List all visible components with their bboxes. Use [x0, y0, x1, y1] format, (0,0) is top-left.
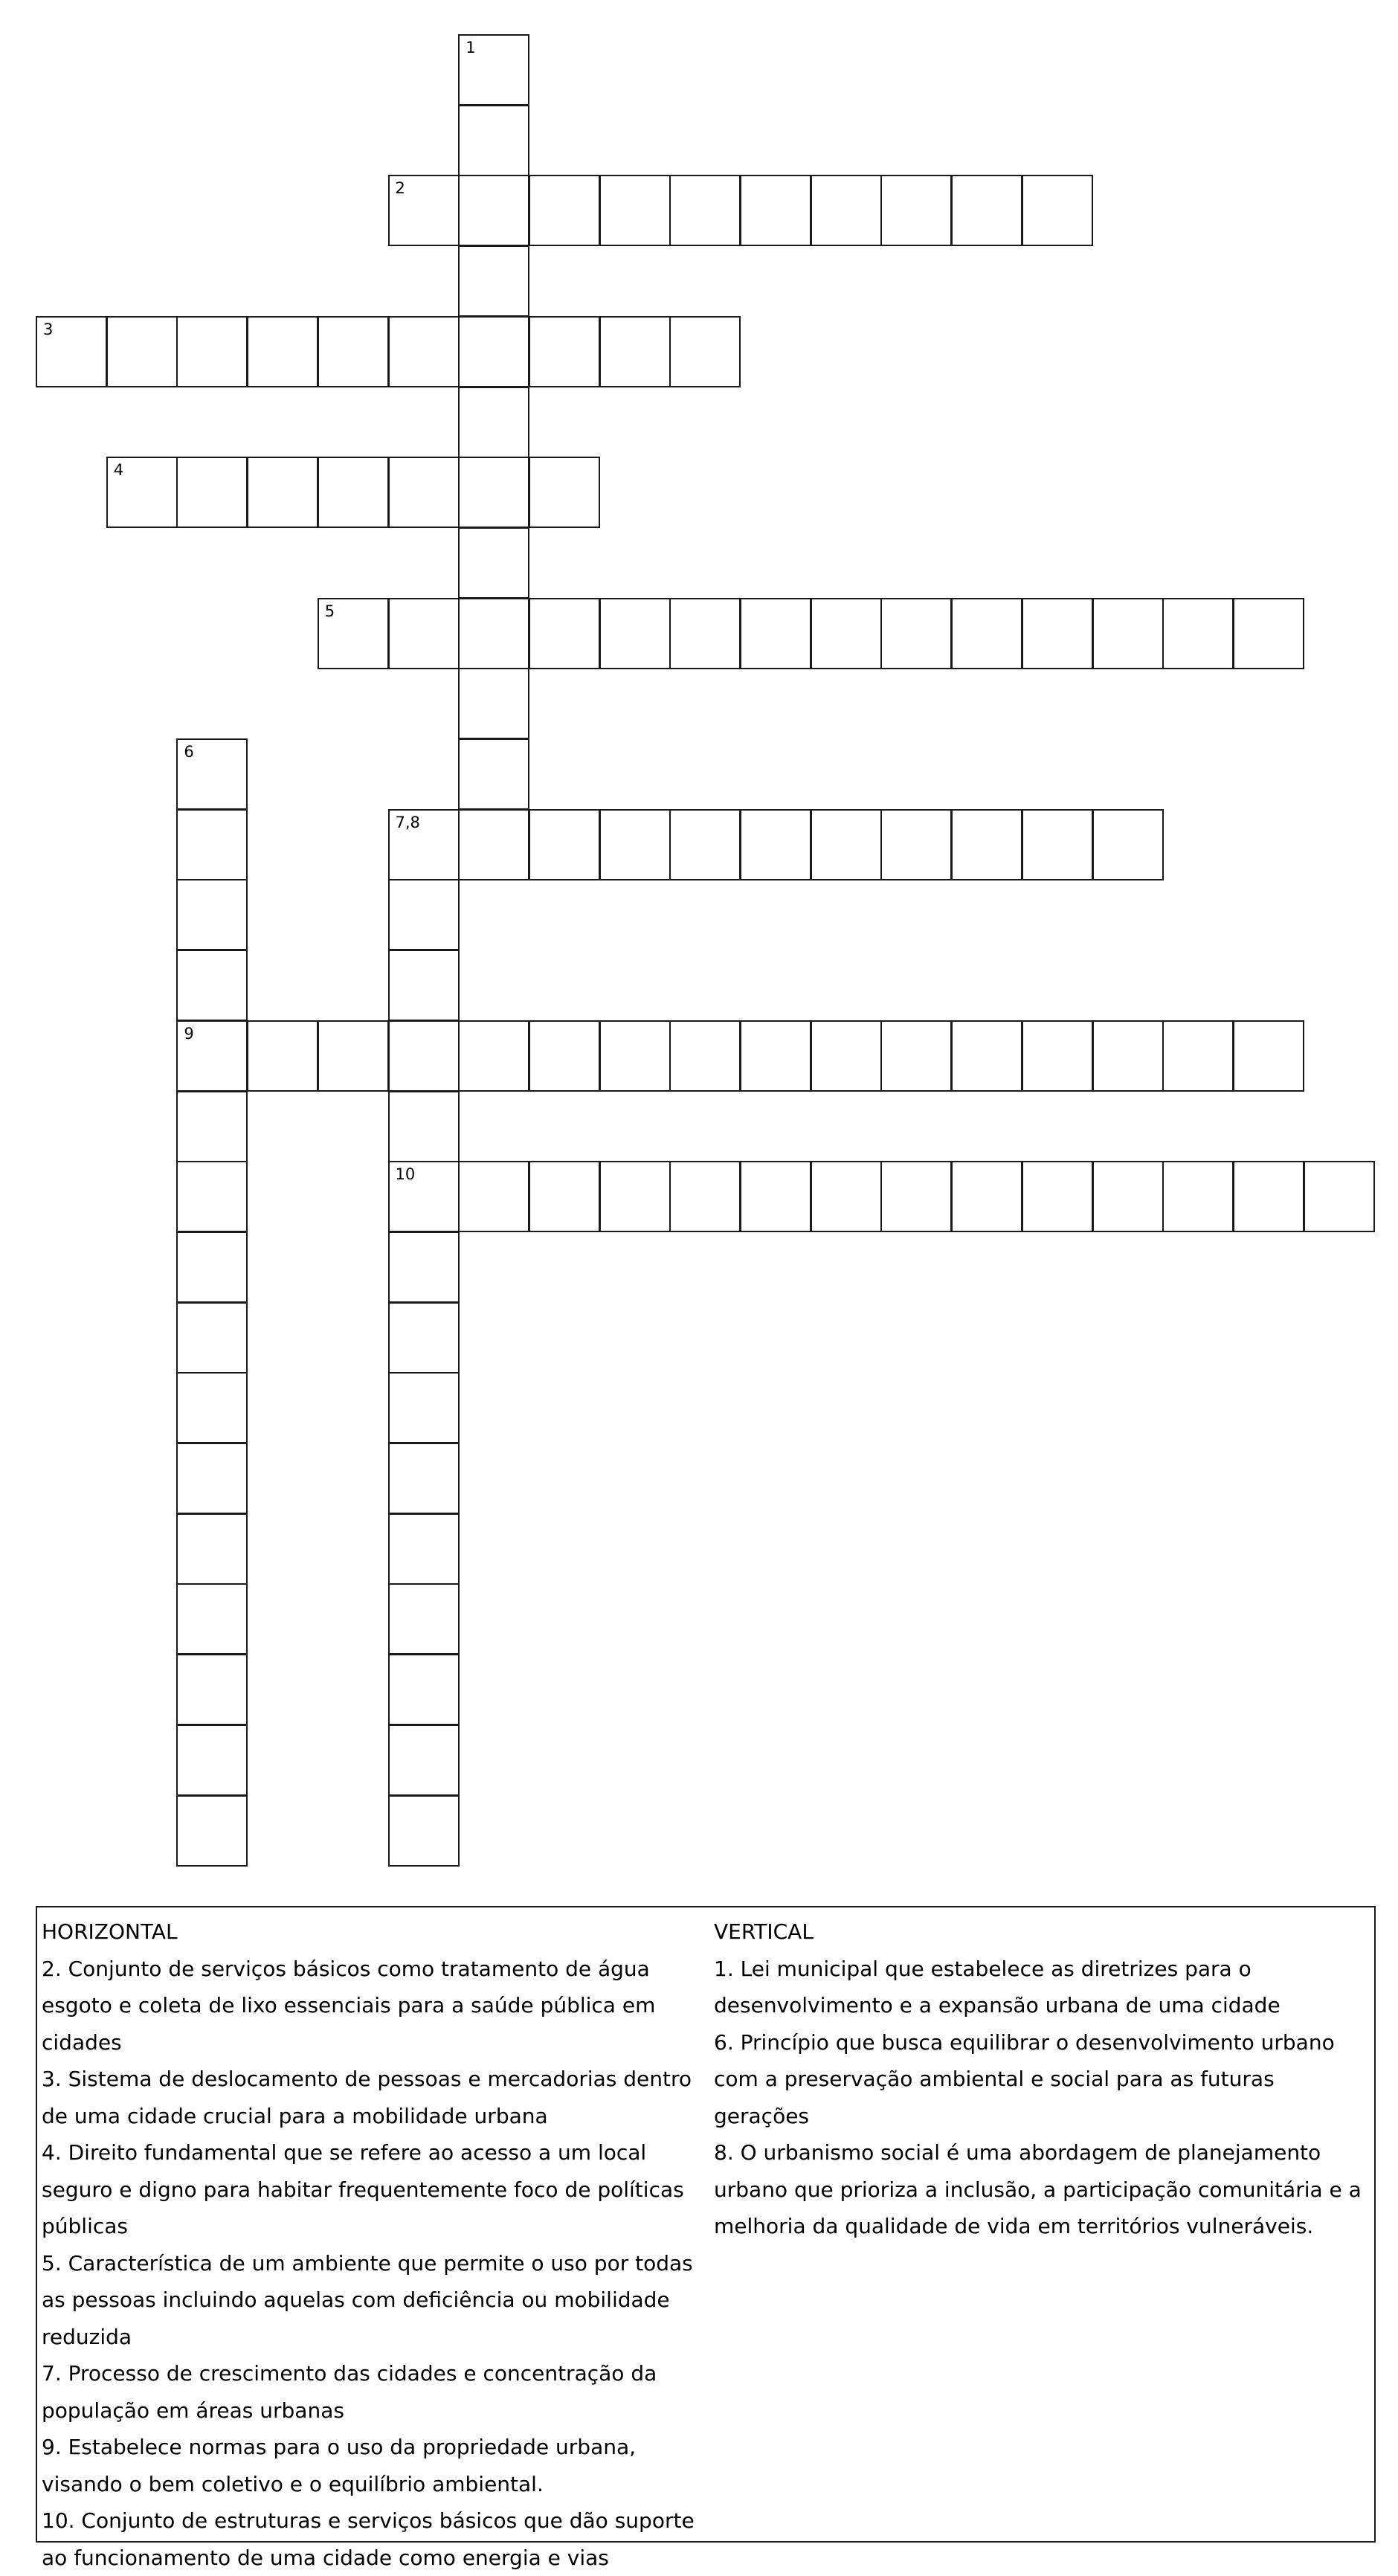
grid-cell[interactable]	[388, 1443, 460, 1514]
grid-cell[interactable]	[176, 1583, 248, 1655]
grid-cell[interactable]	[811, 598, 882, 669]
grid-cell[interactable]	[106, 457, 178, 528]
grid-cell[interactable]	[106, 316, 178, 387]
grid-cell[interactable]	[176, 1161, 248, 1232]
grid-cell[interactable]	[388, 1161, 460, 1232]
grid-cell[interactable]	[529, 1020, 600, 1092]
grid-cell[interactable]	[458, 316, 529, 387]
grid-cell[interactable]	[388, 1302, 460, 1374]
grid-cell[interactable]	[529, 598, 600, 669]
grid-cell[interactable]	[176, 1725, 248, 1796]
grid-cell[interactable]	[176, 316, 248, 387]
grid-cell[interactable]	[458, 1020, 529, 1092]
grid-cell[interactable]	[1233, 1161, 1304, 1232]
grid-cell[interactable]	[529, 809, 600, 880]
horizontal-clue-3: 3. Sistema de deslocamento de pessoas e mercadorias dentro de uma cidade crucial para a mobilidade urbana	[42, 2067, 692, 2128]
grid-cell[interactable]	[176, 1795, 248, 1867]
grid-cell[interactable]	[880, 1020, 952, 1092]
grid-cell[interactable]	[880, 175, 952, 246]
grid-cell[interactable]	[740, 809, 811, 880]
grid-cell[interactable]	[811, 175, 882, 246]
grid-cell[interactable]	[740, 598, 811, 669]
grid-cell[interactable]	[318, 598, 389, 669]
grid-cell[interactable]	[740, 1020, 811, 1092]
horizontal-clue-2: 2. Conjunto de serviços básicos como tratamento de água esgoto e coleta de lixo essenciais para a saúde pública em cidades	[42, 1956, 656, 2055]
grid-cell[interactable]	[740, 1161, 811, 1232]
grid-cell[interactable]	[951, 598, 1022, 669]
grid-cell[interactable]	[880, 598, 952, 669]
horizontal-clues-column	[42, 1913, 705, 2576]
grid-cell[interactable]	[176, 879, 248, 950]
grid-cell[interactable]	[388, 809, 460, 880]
grid-cell[interactable]	[1022, 1020, 1093, 1092]
vertical-clue-8: 8. O urbanismo social é uma abordagem de planejamento urbano que prioriza a inclusão, a participação comunitária e a melhoria da qualidade de vida em territórios vulneráveis.	[714, 2140, 1362, 2238]
clue-number: 1	[466, 39, 476, 57]
grid-cell[interactable]	[529, 316, 600, 387]
clue-number: 4	[113, 461, 124, 480]
grid-cell[interactable]	[811, 1020, 882, 1092]
grid-cell[interactable]	[176, 457, 248, 528]
clues-box	[36, 1906, 1376, 2570]
grid-cell[interactable]	[811, 809, 882, 880]
grid-cell[interactable]	[318, 316, 389, 387]
grid-cell[interactable]	[388, 1020, 460, 1092]
grid-cell[interactable]	[388, 1091, 460, 1162]
grid-cell[interactable]	[176, 738, 248, 810]
grid-cell[interactable]	[388, 598, 460, 669]
grid-cell[interactable]	[388, 1725, 460, 1796]
clue-number: 10	[395, 1165, 416, 1184]
grid-cell[interactable]	[388, 457, 460, 528]
grid-cell[interactable]	[247, 1020, 318, 1092]
grid-cell[interactable]	[458, 34, 529, 106]
grid-cell[interactable]	[599, 1020, 671, 1092]
grid-cell[interactable]	[880, 1161, 952, 1232]
vertical-clue-6: 6. Princípio que busca equilibrar o desenvolvimento urbano com a preservação ambiental e social para as futuras gerações	[714, 2029, 1335, 2128]
grid-cell[interactable]	[458, 1161, 529, 1232]
grid-cell[interactable]	[1162, 598, 1234, 669]
grid-cell[interactable]	[388, 1583, 460, 1655]
grid-cell[interactable]	[458, 387, 529, 458]
grid-cell[interactable]	[1022, 1161, 1093, 1232]
horizontal-clue-10: 10. Conjunto de estruturas e serviços básicos que dão suporte ao funcionamento de uma cidade como energia e vias	[42, 2508, 695, 2570]
grid-cell[interactable]	[1092, 1020, 1164, 1092]
grid-cell[interactable]	[951, 1020, 1022, 1092]
grid-cell[interactable]	[458, 245, 529, 317]
grid-cell[interactable]	[1162, 1161, 1234, 1232]
clue-number: 3	[43, 320, 54, 338]
grid-cell[interactable]	[458, 809, 529, 880]
grid-cell[interactable]	[529, 457, 600, 528]
grid-cell[interactable]	[880, 809, 952, 880]
horizontal-clue-5: 5. Característica de um ambiente que permite o uso por todas as pessoas incluindo aquelas com deficiência ou mobilidade reduzida	[42, 2250, 693, 2349]
grid-cell[interactable]	[247, 316, 318, 387]
grid-cell[interactable]	[529, 175, 600, 246]
grid-cell[interactable]	[951, 175, 1022, 246]
grid-cell[interactable]	[1233, 598, 1304, 669]
vertical-clues-title: VERTICAL	[714, 1919, 814, 1944]
grid-cell[interactable]	[247, 457, 318, 528]
grid-cell[interactable]	[176, 1372, 248, 1443]
grid-cell[interactable]	[669, 809, 741, 880]
grid-cell[interactable]	[176, 1302, 248, 1374]
grid-cell[interactable]	[599, 809, 671, 880]
grid-cell[interactable]	[388, 879, 460, 950]
grid-cell[interactable]	[599, 598, 671, 669]
grid-cell[interactable]	[599, 1161, 671, 1232]
grid-cell[interactable]	[669, 175, 741, 246]
clue-number: 9	[184, 1024, 194, 1043]
grid-cell[interactable]	[669, 598, 741, 669]
grid-cell[interactable]	[176, 950, 248, 1021]
grid-cell[interactable]	[176, 1231, 248, 1303]
grid-cell[interactable]	[458, 175, 529, 246]
grid-cell[interactable]	[1162, 1020, 1234, 1092]
grid-cell[interactable]	[318, 457, 389, 528]
grid-cell[interactable]	[388, 1513, 460, 1585]
grid-cell[interactable]	[458, 668, 529, 739]
grid-cell[interactable]	[458, 527, 529, 599]
grid-cell[interactable]	[388, 1795, 460, 1867]
grid-cell[interactable]	[1022, 175, 1093, 246]
grid-cell[interactable]	[318, 1020, 389, 1092]
grid-cell[interactable]	[176, 1020, 248, 1092]
horizontal-clue-4: 4. Direito fundamental que se refere ao acesso a um local seguro e digno para habitar frequentemente foco de políticas públicas	[42, 2140, 684, 2238]
grid-cell[interactable]	[669, 316, 741, 387]
grid-cell[interactable]	[1092, 809, 1164, 880]
grid-cell[interactable]	[1022, 598, 1093, 669]
clue-number: 5	[324, 602, 335, 620]
grid-cell[interactable]	[388, 950, 460, 1021]
clue-number: 2	[395, 179, 405, 198]
clue-number: 7,8	[395, 813, 420, 831]
grid-cell[interactable]	[1092, 598, 1164, 669]
grid-cell[interactable]	[669, 1161, 741, 1232]
grid-cell[interactable]	[176, 1513, 248, 1585]
horizontal-clue-9: 9. Estabelece normas para o uso da propriedade urbana, visando o bem coletivo e o equilíbrio ambiental.	[42, 2435, 637, 2496]
grid-cell[interactable]	[458, 738, 529, 810]
grid-cell[interactable]	[740, 175, 811, 246]
grid-cell[interactable]	[176, 1443, 248, 1514]
grid-cell[interactable]	[529, 1161, 600, 1232]
grid-cell[interactable]	[176, 1091, 248, 1162]
grid-cell[interactable]	[388, 316, 460, 387]
horizontal-clues-title: HORIZONTAL	[42, 1919, 178, 1944]
vertical-clue-1: 1. Lei municipal que estabelece as diretrizes para o desenvolvimento e a expansão urbana de uma cidade	[714, 1956, 1281, 2018]
grid-cell[interactable]	[1233, 1020, 1304, 1092]
grid-cell[interactable]	[388, 1654, 460, 1725]
grid-cell[interactable]	[599, 175, 671, 246]
grid-cell[interactable]	[176, 809, 248, 880]
grid-cell[interactable]	[669, 1020, 741, 1092]
grid-cell[interactable]	[1304, 1161, 1375, 1232]
grid-cell[interactable]	[1092, 1161, 1164, 1232]
grid-cell[interactable]	[951, 809, 1022, 880]
grid-cell[interactable]	[1022, 809, 1093, 880]
grid-cell[interactable]	[458, 457, 529, 528]
horizontal-clue-7: 7. Processo de crescimento das cidades e concentração da população em áreas urbanas	[42, 2361, 657, 2423]
grid-cell[interactable]	[599, 316, 671, 387]
grid-cell[interactable]	[176, 1654, 248, 1725]
vertical-clues-column	[714, 1913, 1368, 2245]
grid-cell[interactable]	[951, 1161, 1022, 1232]
grid-cell[interactable]	[36, 316, 107, 387]
grid-cell[interactable]	[388, 1372, 460, 1443]
grid-cell[interactable]	[388, 175, 460, 246]
grid-cell[interactable]	[811, 1161, 882, 1232]
grid-cell[interactable]	[458, 105, 529, 176]
grid-cell[interactable]	[388, 1231, 460, 1303]
clue-number: 6	[184, 743, 194, 761]
grid-cell[interactable]	[458, 598, 529, 669]
